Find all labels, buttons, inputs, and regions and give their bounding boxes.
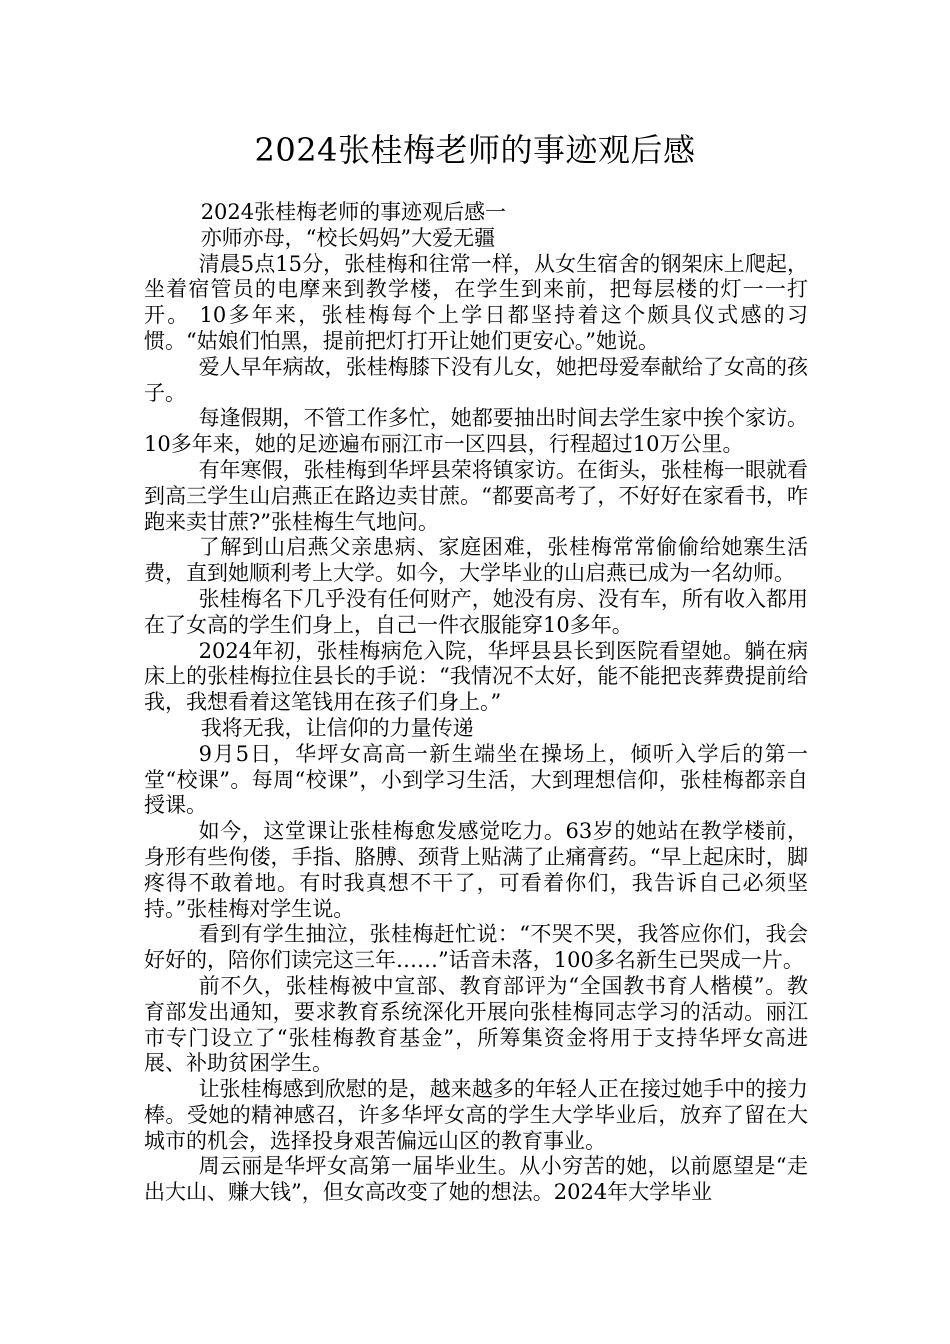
paragraph: 看到有学生抽泣，张桂梅赶忙说：“不哭不哭，我答应你们，我会好好的，陪你们读完这三年……”话音未落，100多名新生已哭成一片。 bbox=[144, 922, 808, 973]
paragraph: 前不久，张桂梅被中宣部、教育部评为“全国教书育人楷模”。教育部发出通知，要求教育系统深化开展向张桂梅同志学习的活动。丽江市专门设立了“张桂梅教育基金”，所筹集资金将用于支持华坪女高进展、补助贫困学生。 bbox=[144, 973, 808, 1076]
paragraph: 爱人早年病故，张桂梅膝下没有儿女，她把母爱奉献给了女高的孩子。 bbox=[144, 354, 808, 405]
section-heading: 我将无我，让信仰的力量传递 bbox=[200, 715, 474, 740]
document-title: 2024张桂梅老师的事迹观后感 bbox=[254, 131, 696, 169]
document-body bbox=[144, 200, 808, 1206]
paragraph: 如今，这堂课让张桂梅愈发感觉吃力。63岁的她站在教学楼前，身形有些佝偻，手指、胳膊、颈背上贴满了止痛膏药。“早上起床时，脚疼得不敢着地。有时我真想不干了，可看着你们，我告诉自己必须坚持。”张桂梅对学生说。 bbox=[144, 819, 808, 921]
paragraph: 周云丽是华坪女高第一届毕业生。从小穷苦的她，以前愿望是“走出大山、赚大钱”，但女高改变了她的想法。2024年大学毕业 bbox=[144, 1154, 808, 1205]
paragraph: 每逢假期，不管工作多忙，她都要抽出时间去学生家中挨个家访。10多年来，她的足迹遍布丽江市一区四县，行程超过10万公里。 bbox=[144, 406, 808, 457]
paragraph: 了解到山启燕父亲患病、家庭困难，张桂梅常常偷偷给她寨生活费，直到她顺利考上大学。如今，大学毕业的山启燕已成为一名幼师。 bbox=[144, 535, 808, 586]
paragraph: 让张桂梅感到欣慰的是，越来越多的年轻人正在接过她手中的接力棒。受她的精神感召，许多华坪女高的学生大学毕业后，放弃了留在大城市的机会，选择投身艰苦偏远山区的教育事业。 bbox=[144, 1077, 808, 1153]
paragraph: 2024年初，张桂梅病危入院，华坪县县长到医院看望她。躺在病床上的张桂梅拉住县长的手说：“我情况不太好，能不能把丧葬费提前给我，我想看着这笔钱用在孩子们身上。” bbox=[144, 638, 808, 715]
paragraph: 有年寒假，张桂梅到华坪县荣将镇家访。在街头，张桂梅一眼就看到高三学生山启燕正在路边卖甘蔗。“都要高考了，不好好在家看书，咋跑来卖甘蔗?”张桂梅生气地问。 bbox=[144, 457, 808, 534]
section-heading: 亦师亦母，“校长妈妈”大爱无疆 bbox=[200, 225, 496, 250]
paragraph: 9月5日，华坪女高高一新生端坐在操场上，倾听入学后的第一堂“校课”。每周“校课”，小到学习生活，大到理想信仰，张桂梅都亲自授课。 bbox=[144, 741, 808, 818]
paragraph: 清晨5点15分，张桂梅和往常一样，从女生宿舍的钢架床上爬起，坐着宿管员的电摩来到教学楼，在学生到来前，把每层楼的灯一一打开。 10多年来，张桂梅每个上学日都坚持着这个颇具仪式感的习惯。“姑娘们怕黑，提前把灯打开让她们更安心。”她说。 bbox=[144, 251, 808, 353]
paragraph: 张桂梅名下几乎没有任何财产，她没有房、没有车，所有收入都用在了女高的学生们身上，自己一件衣服能穿10多年。 bbox=[144, 586, 808, 637]
subtitle-line: 2024张桂梅老师的事迹观后感一 bbox=[200, 200, 507, 224]
